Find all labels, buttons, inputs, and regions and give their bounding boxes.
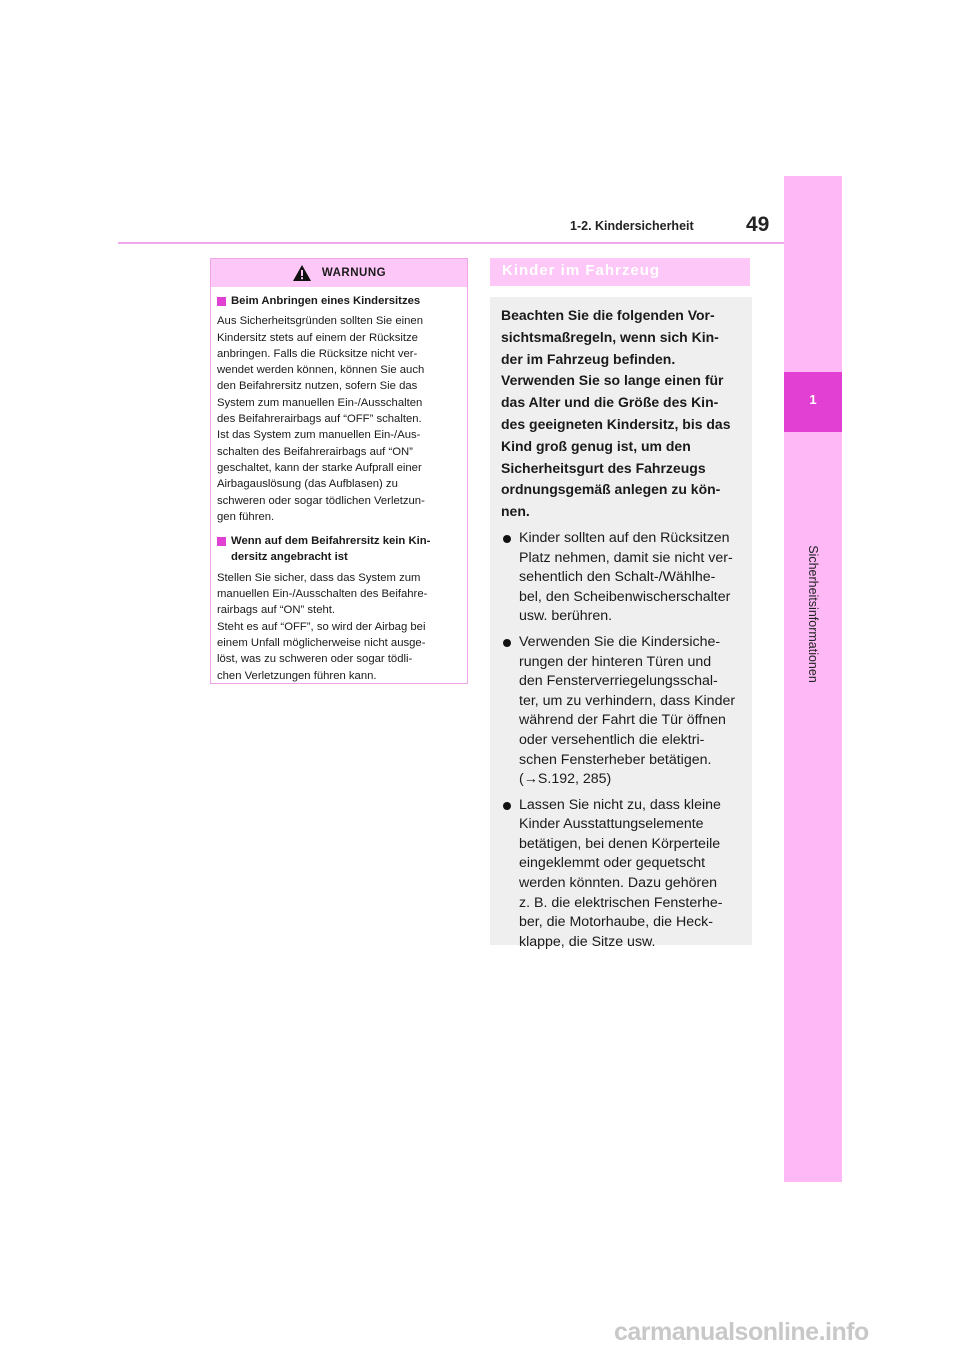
warning-paragraph: Stellen Sie sicher, dass das System zum manuellen Ein-/Ausschalten des Beifahre- rairbags auf “ON” steht. Steht es auf “OFF”, so wird der Airbag bei einem Unfall möglicherweise nicht ausge- löst, was zu schweren oder sogar tödli- chen Verletzungen führen kann. [217,571,428,682]
chapter-label: Sicherheitsinformationen [806,545,820,683]
warning-box [210,258,468,684]
kinder-intro: Beachten Sie die folgenden Vor- sichtsmaßregeln, wenn sich Kin- der im Fahrzeug befinden. Verwenden Sie so lange einen für das Alter und die Größe des Kin- des geeigneten Kindersitz, bis das Kind groß genug ist, um den Sicherheitsgurt des Fahrzeugs ordnungsgemäß anlegen zu kön- nen. [501,307,731,520]
warning-body [211,287,467,684]
bullet-dot-icon [503,639,511,647]
warning-triangle-icon [292,264,312,282]
list-item-text: Lassen Sie nicht zu, dass kleine Kinder Ausstattungselemente betätigen, bei denen Körperteile eingeklemmt oder gequetscht werden könnten. Dazu gehören z. B. die elektrischen Fensterhe- ber, die Motorhaube, die Heck- klappe, die Sitze usw. [519,796,723,950]
warning-header [211,259,467,287]
bullet-dot-icon [503,802,511,810]
warning-paragraph: Aus Sicherheitsgründen sollten Sie einen Kindersitz stets auf einem der Rücksitze anbringen. Falls die Rücksitze nicht ver- wendet werden können, können Sie auch den Beifahrersitz nutzen, sofern Sie das System zum manuellen Ein-/Ausschalten des Beifahrerairbags auf “OFF” schalten. Ist das System zum manuellen Ein-/Aus- schalten des Beifahrerairbags auf “ON” geschaltet, kann der starke Aufprall einer Airbagauslösung (das Aufblasen) zu schweren oder sogar tödlichen Verletzun- gen führen. [217,315,425,523]
list-item [501,633,742,790]
warning-heading-text: Wenn auf dem Beifahrersitz kein Kin- dersitz angebracht ist [231,535,431,564]
warning-heading-text: Beim Anbringen eines Kindersitzes [231,295,421,307]
kinder-content-box [490,297,752,950]
list-item [501,796,742,953]
page-number: 49 [746,213,770,236]
watermark: carmanualsonline.info [614,1318,869,1346]
kinder-title-bar [490,258,750,286]
list-item-text: Verwenden Sie die Kindersiche- rungen der hinteren Türen und den Fensterverriegelungsschal- ter, um zu verhindern, dass Kinder während der Fahrt die Tür öffnen oder versehentlich die elektri- schen Fensterheber betätigen. (→S.192, 285) [519,633,736,788]
square-bullet-icon [217,537,226,546]
warning-title: WARNUNG [321,267,387,279]
list-item [501,529,742,627]
chapter-number: 1 [784,372,842,432]
warning-section-heading [217,293,461,309]
kinder-title: Kinder im Fahrzeug [502,262,661,279]
square-bullet-icon [217,297,226,306]
list-item-text: Kinder sollten auf den Rücksitzen Platz nehmen, damit sie nicht ver- sehentlich den Schalt-/Wählhe- bel, den Scheibenwischerschalter usw. berühren. [519,529,733,625]
bullet-dot-icon [503,535,511,543]
chapter-side-tab [784,176,842,1182]
warning-section-heading [217,533,461,566]
section-title: 1-2. Kindersicherheit [570,219,694,233]
header-rule [118,242,784,244]
